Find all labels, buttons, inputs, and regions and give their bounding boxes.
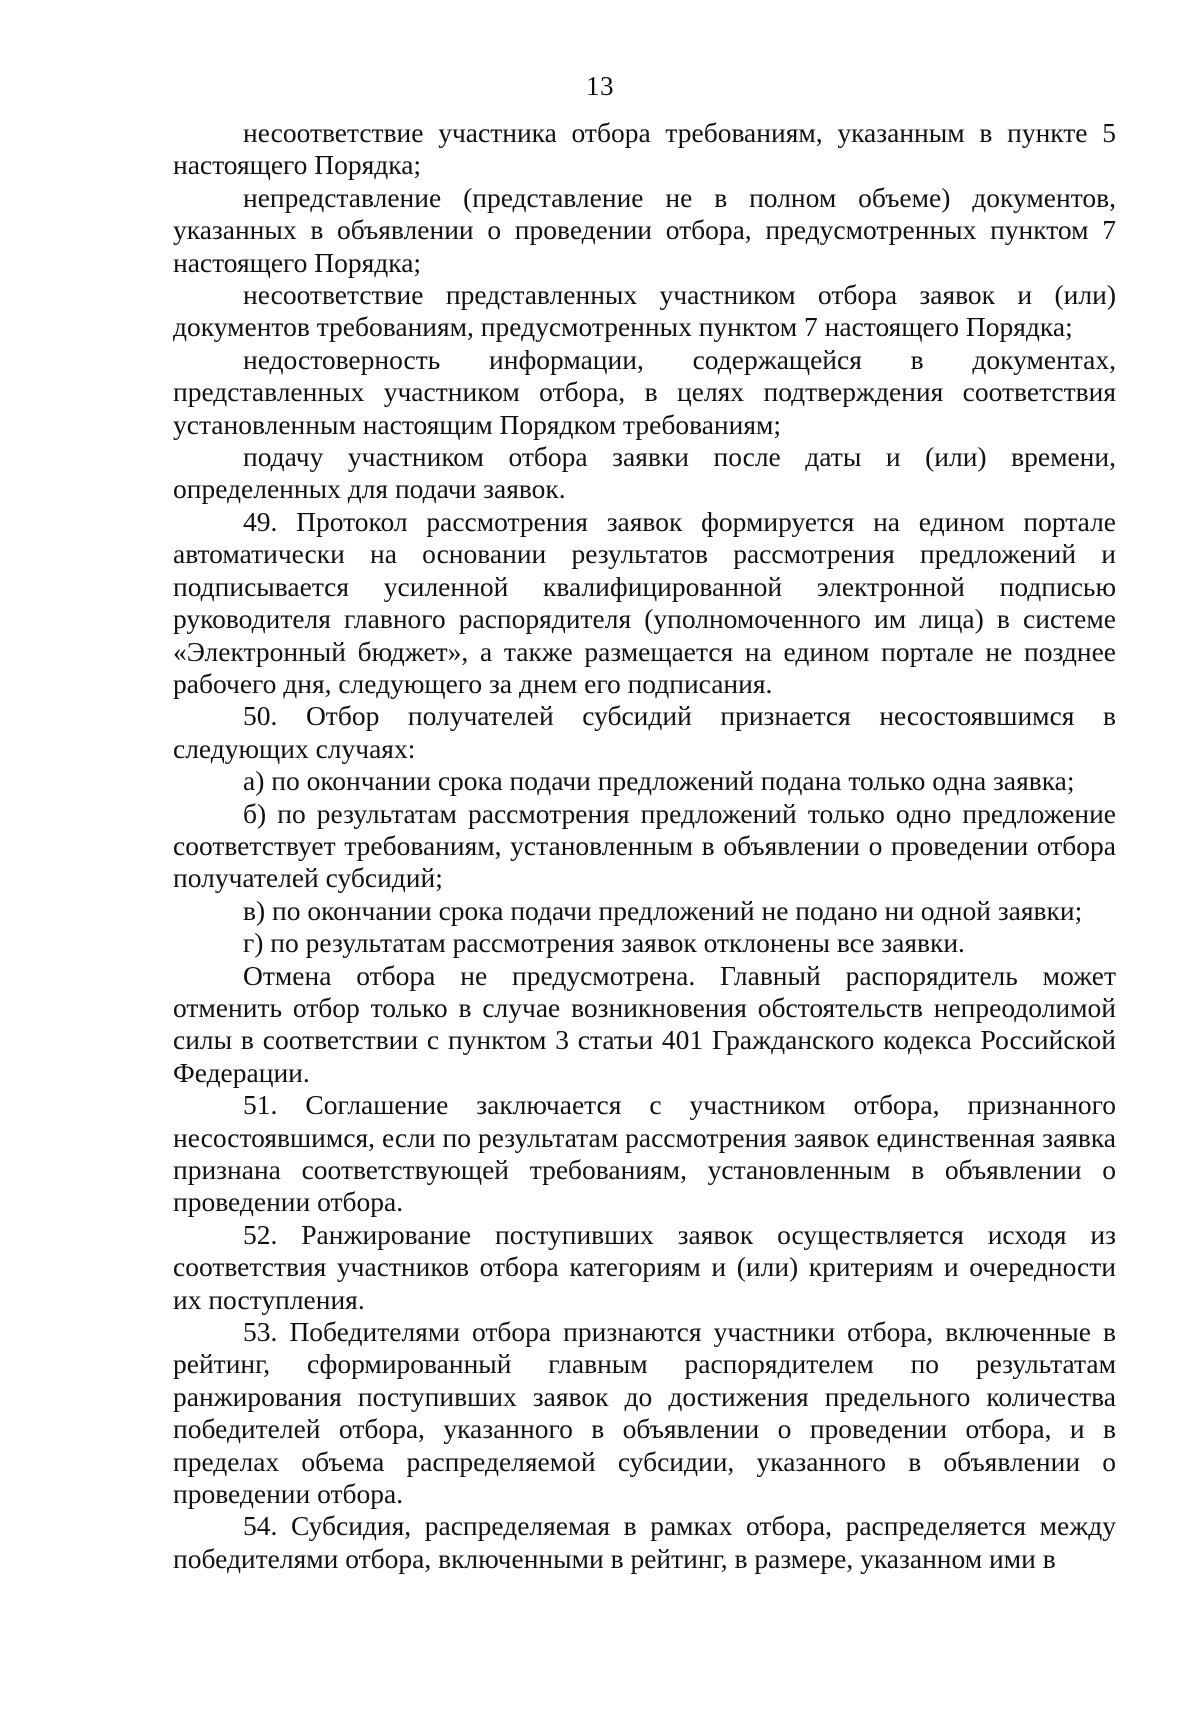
paragraph-53: 53. Победителями отбора признаются участники отбора, включенные в рейтинг, сформированный главным распорядителем по результатам ранжирования поступивших заявок до достижения предельного количества победителей отбора, указанного в объявлении о проведении отбора, и в пределах объема распределяемой субсидии, указанного в объявлении о проведении отбора. — [173, 1316, 1116, 1510]
paragraph-51: 51. Соглашение заключается с участником отбора, признанного несостоявшимся, если по результатам рассмотрения заявок единственная заявка признана соответствующей требованиям, установленным в объявлении о проведении отбора. — [173, 1089, 1116, 1218]
paragraph-criterion-unreliable-info: недостоверность информации, содержащейся в документах, представленных участником отбора, в целях подтверждения соответствия установленным настоящим Порядком требованиям; — [173, 343, 1116, 440]
paragraph-criterion-requirements: несоответствие участника отбора требованиям, указанным в пункте 5 настоящего Порядка; — [173, 117, 1116, 181]
paragraph-cancellation: Отмена отбора не предусмотрена. Главный распорядитель может отменить отбор только в случае возникновения обстоятельств непреодолимой силы в соответствии с пунктом 3 статьи 401 Гражданского кодекса Российской Федерации. — [173, 959, 1116, 1088]
paragraph-50-b: б) по результатам рассмотрения предложений только одно предложение соответствует требованиям, установленным в объявлении о проведении отбора получателей субсидий; — [173, 797, 1116, 894]
paragraph-49: 49. Протокол рассмотрения заявок формируется на едином портале автоматически на основании результатов рассмотрения предложений и подписывается усиленной квалифицированной электронной подписью руководителя главного распорядителя (уполномоченного им лица) в системе «Электронный бюджет», а также размещается на едином портале не позднее рабочего дня, следующего за днем его подписания. — [173, 505, 1116, 699]
document-text — [173, 117, 1116, 1575]
paragraph-50: 50. Отбор получателей субсидий признается несостоявшимся в следующих случаях: — [173, 700, 1116, 764]
paragraph-criterion-late-submission: подачу участником отбора заявки после даты и (или) времени, определенных для подачи заявок. — [173, 441, 1116, 505]
paragraph-50-v: в) по окончании срока подачи предложений не подано ни одной заявки; — [243, 894, 1083, 926]
paragraph-criterion-documents-missing: непредставление (представление не в полном объеме) документов, указанных в объявлении о проведении отбора, предусмотренных пунктом 7 настоящего Порядка; — [173, 181, 1116, 278]
page-number: 13 — [586, 71, 614, 101]
paragraph-50-g: г) по результатам рассмотрения заявок отклонены все заявки. — [243, 927, 965, 959]
paragraph-54: 54. Субсидия, распределяемая в рамках отбора, распределяется между победителями отбора, включенными в рейтинг, в размере, указанном ими в — [173, 1510, 1116, 1574]
paragraph-50-a: а) по окончании срока подачи предложений подана только одна заявка; — [243, 765, 1075, 797]
paragraph-criterion-documents-mismatch: несоответствие представленных участником отбора заявок и (или) документов требованиям, предусмотренных пунктом 7 настоящего Порядка; — [173, 279, 1116, 343]
paragraph-52: 52. Ранжирование поступивших заявок осуществляется исходя из соответствия участников отбора категориям и (или) критериям и очередности их поступления. — [173, 1218, 1116, 1315]
